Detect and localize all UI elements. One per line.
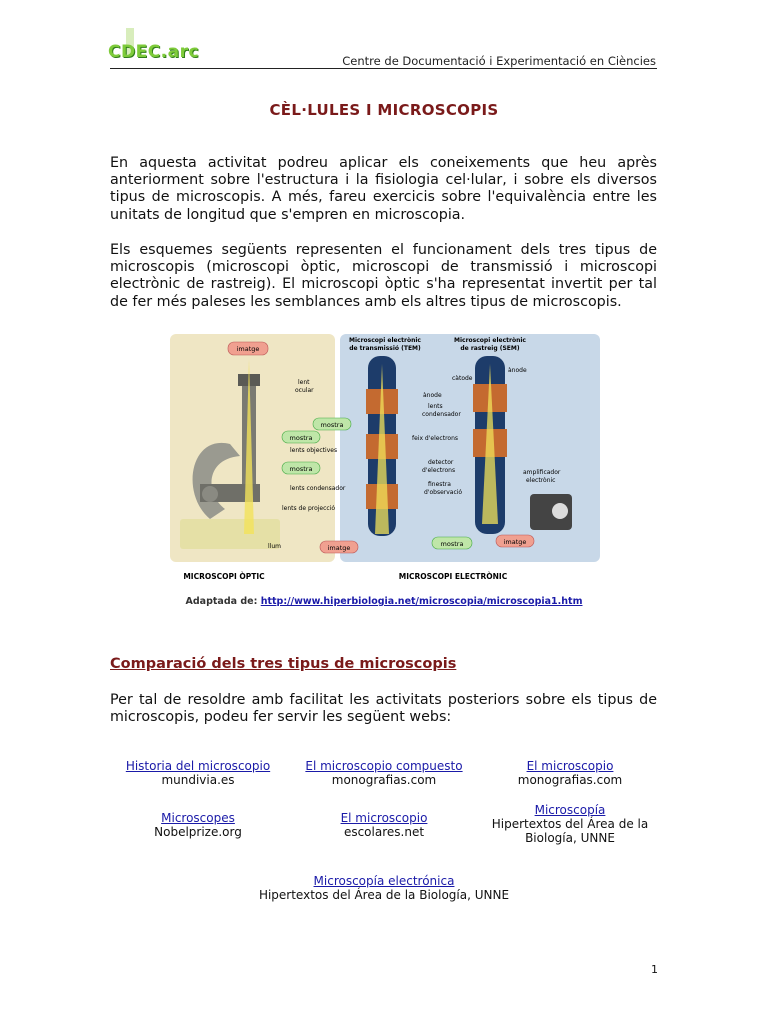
electronic-caption: MICROSCOPI ELECTRÒNIC bbox=[398, 572, 508, 581]
link-source: monografias.com bbox=[517, 773, 623, 787]
ocular-lens-label-1: lent bbox=[298, 379, 310, 386]
electron-beam-label: feix d'electrons bbox=[412, 435, 459, 442]
sem-anode-label: ànode bbox=[508, 367, 527, 374]
objective-lens-label: lents objectives bbox=[290, 447, 338, 454]
microscopes-diagram-svg bbox=[170, 334, 600, 584]
link-item bbox=[298, 811, 470, 839]
window-label-1: finestra bbox=[428, 481, 451, 488]
link-item bbox=[482, 803, 658, 845]
link-item bbox=[118, 759, 278, 787]
sem-sample-label: mostra bbox=[440, 540, 464, 548]
header-divider bbox=[110, 68, 657, 69]
link-source: Hipertextos del Área de la Biología, UNNE bbox=[258, 888, 510, 902]
schemes-paragraph: Els esquemes següents representen el funcionament dels tres tipus de microscopis (microscopi òptic, microscopi de transmissió i microscopi electrònic de rastreig). El microscopi òptic s'ha representat invertit per tal de fer més paleses les semblances amb els altres tipus de microscopis. bbox=[110, 242, 657, 310]
projection-lens-label: lents de projecció bbox=[282, 505, 336, 512]
page-title: CÈL·LULES I MICROSCOPIS bbox=[269, 101, 499, 119]
light-label: llum bbox=[268, 543, 281, 550]
detector-label-1: detector bbox=[428, 459, 454, 466]
lenses-label: lents bbox=[428, 403, 443, 410]
tem-title-1: Microscopi electrònic bbox=[349, 337, 421, 344]
tem-anode-label: ànode bbox=[423, 392, 442, 399]
condenser-label: condensador bbox=[422, 411, 461, 418]
logo-text: CDEC.arc bbox=[108, 42, 200, 62]
intro-paragraph: En aquesta activitat podreu aplicar els coneixements que heu après anteriorment sobre l'estructura i la fisiologia cel·lular, i sobre els diversos tipus de microscopis. A més, fareu exercicis sobre l'equivalència entre les unitats de longitud que s'empren en microscopia. bbox=[110, 155, 657, 223]
microscopes-diagram bbox=[170, 334, 600, 584]
tem-sample-label: mostra bbox=[320, 421, 344, 429]
link-source: mundivia.es bbox=[161, 773, 235, 787]
figure-source-prefix: Adaptada de: bbox=[185, 596, 261, 607]
sem-image-label: imatge bbox=[503, 538, 527, 546]
link-item bbox=[490, 759, 650, 787]
link-item bbox=[298, 759, 470, 787]
tem-title-2: de transmissió (TEM) bbox=[349, 345, 421, 352]
link-microscopia[interactable]: Microscopía bbox=[534, 803, 606, 817]
detector-label-2: d'electrons bbox=[422, 467, 456, 474]
link-source: monografias.com bbox=[331, 773, 437, 787]
link-microscopes[interactable]: Microscopes bbox=[161, 811, 235, 825]
cathode-label: càtode bbox=[452, 375, 473, 382]
amplifier-label-2: electrònic bbox=[526, 477, 556, 484]
link-item bbox=[234, 874, 534, 902]
page-number: 1 bbox=[651, 963, 658, 976]
optic-image-label: imatge bbox=[236, 345, 260, 353]
microscope-base bbox=[180, 519, 280, 549]
sem-title-2: de rastreig (SEM) bbox=[460, 345, 520, 352]
link-source: Hipertextos del Área de la Biología, UNNE bbox=[491, 817, 649, 845]
link-source: Nobelprize.org bbox=[154, 825, 242, 839]
figure-source bbox=[0, 596, 768, 607]
link-microscopio-compuesto[interactable]: El microscopio compuesto bbox=[305, 759, 463, 773]
cdec-logo bbox=[108, 28, 218, 68]
amplifier-label-1: amplificador bbox=[523, 469, 561, 476]
optic-sample-label-2: mostra bbox=[289, 465, 313, 473]
amplifier-dial bbox=[552, 503, 568, 519]
window-label-2: d'observació bbox=[424, 489, 463, 496]
focus-knob bbox=[202, 486, 218, 502]
link-el-microscopio-escolares[interactable]: El microscopio bbox=[340, 811, 428, 825]
header-center-name: Centre de Documentació i Experimentació en Ciències bbox=[342, 54, 656, 68]
link-historia-microscopio[interactable]: Historia del microscopio bbox=[125, 759, 271, 773]
optic-caption: MICROSCOPI ÒPTIC bbox=[183, 572, 265, 581]
ocular-lens-label-2: ocular bbox=[295, 387, 314, 394]
link-el-microscopio-monografias[interactable]: El microscopio bbox=[526, 759, 614, 773]
link-item bbox=[118, 811, 278, 839]
figure-source-link[interactable]: http://www.hiperbiologia.net/microscopia/microscopia1.htm bbox=[260, 596, 583, 607]
section-title: Comparació dels tres tipus de microscopis bbox=[110, 656, 457, 672]
link-source: escolares.net bbox=[343, 825, 425, 839]
sem-title-1: Microscopi electrònic bbox=[454, 337, 526, 344]
optic-sample-label-1: mostra bbox=[289, 434, 313, 442]
webs-intro-paragraph: Per tal de resoldre amb facilitat les activitats posteriors sobre els tipus de microscopis, podeu fer servir les següent webs: bbox=[110, 692, 657, 726]
link-microscopia-electronica[interactable]: Microscopía electrónica bbox=[313, 874, 455, 888]
tem-image-label: imatge bbox=[327, 544, 351, 552]
condenser-lens-label: lents condensador bbox=[290, 485, 346, 492]
